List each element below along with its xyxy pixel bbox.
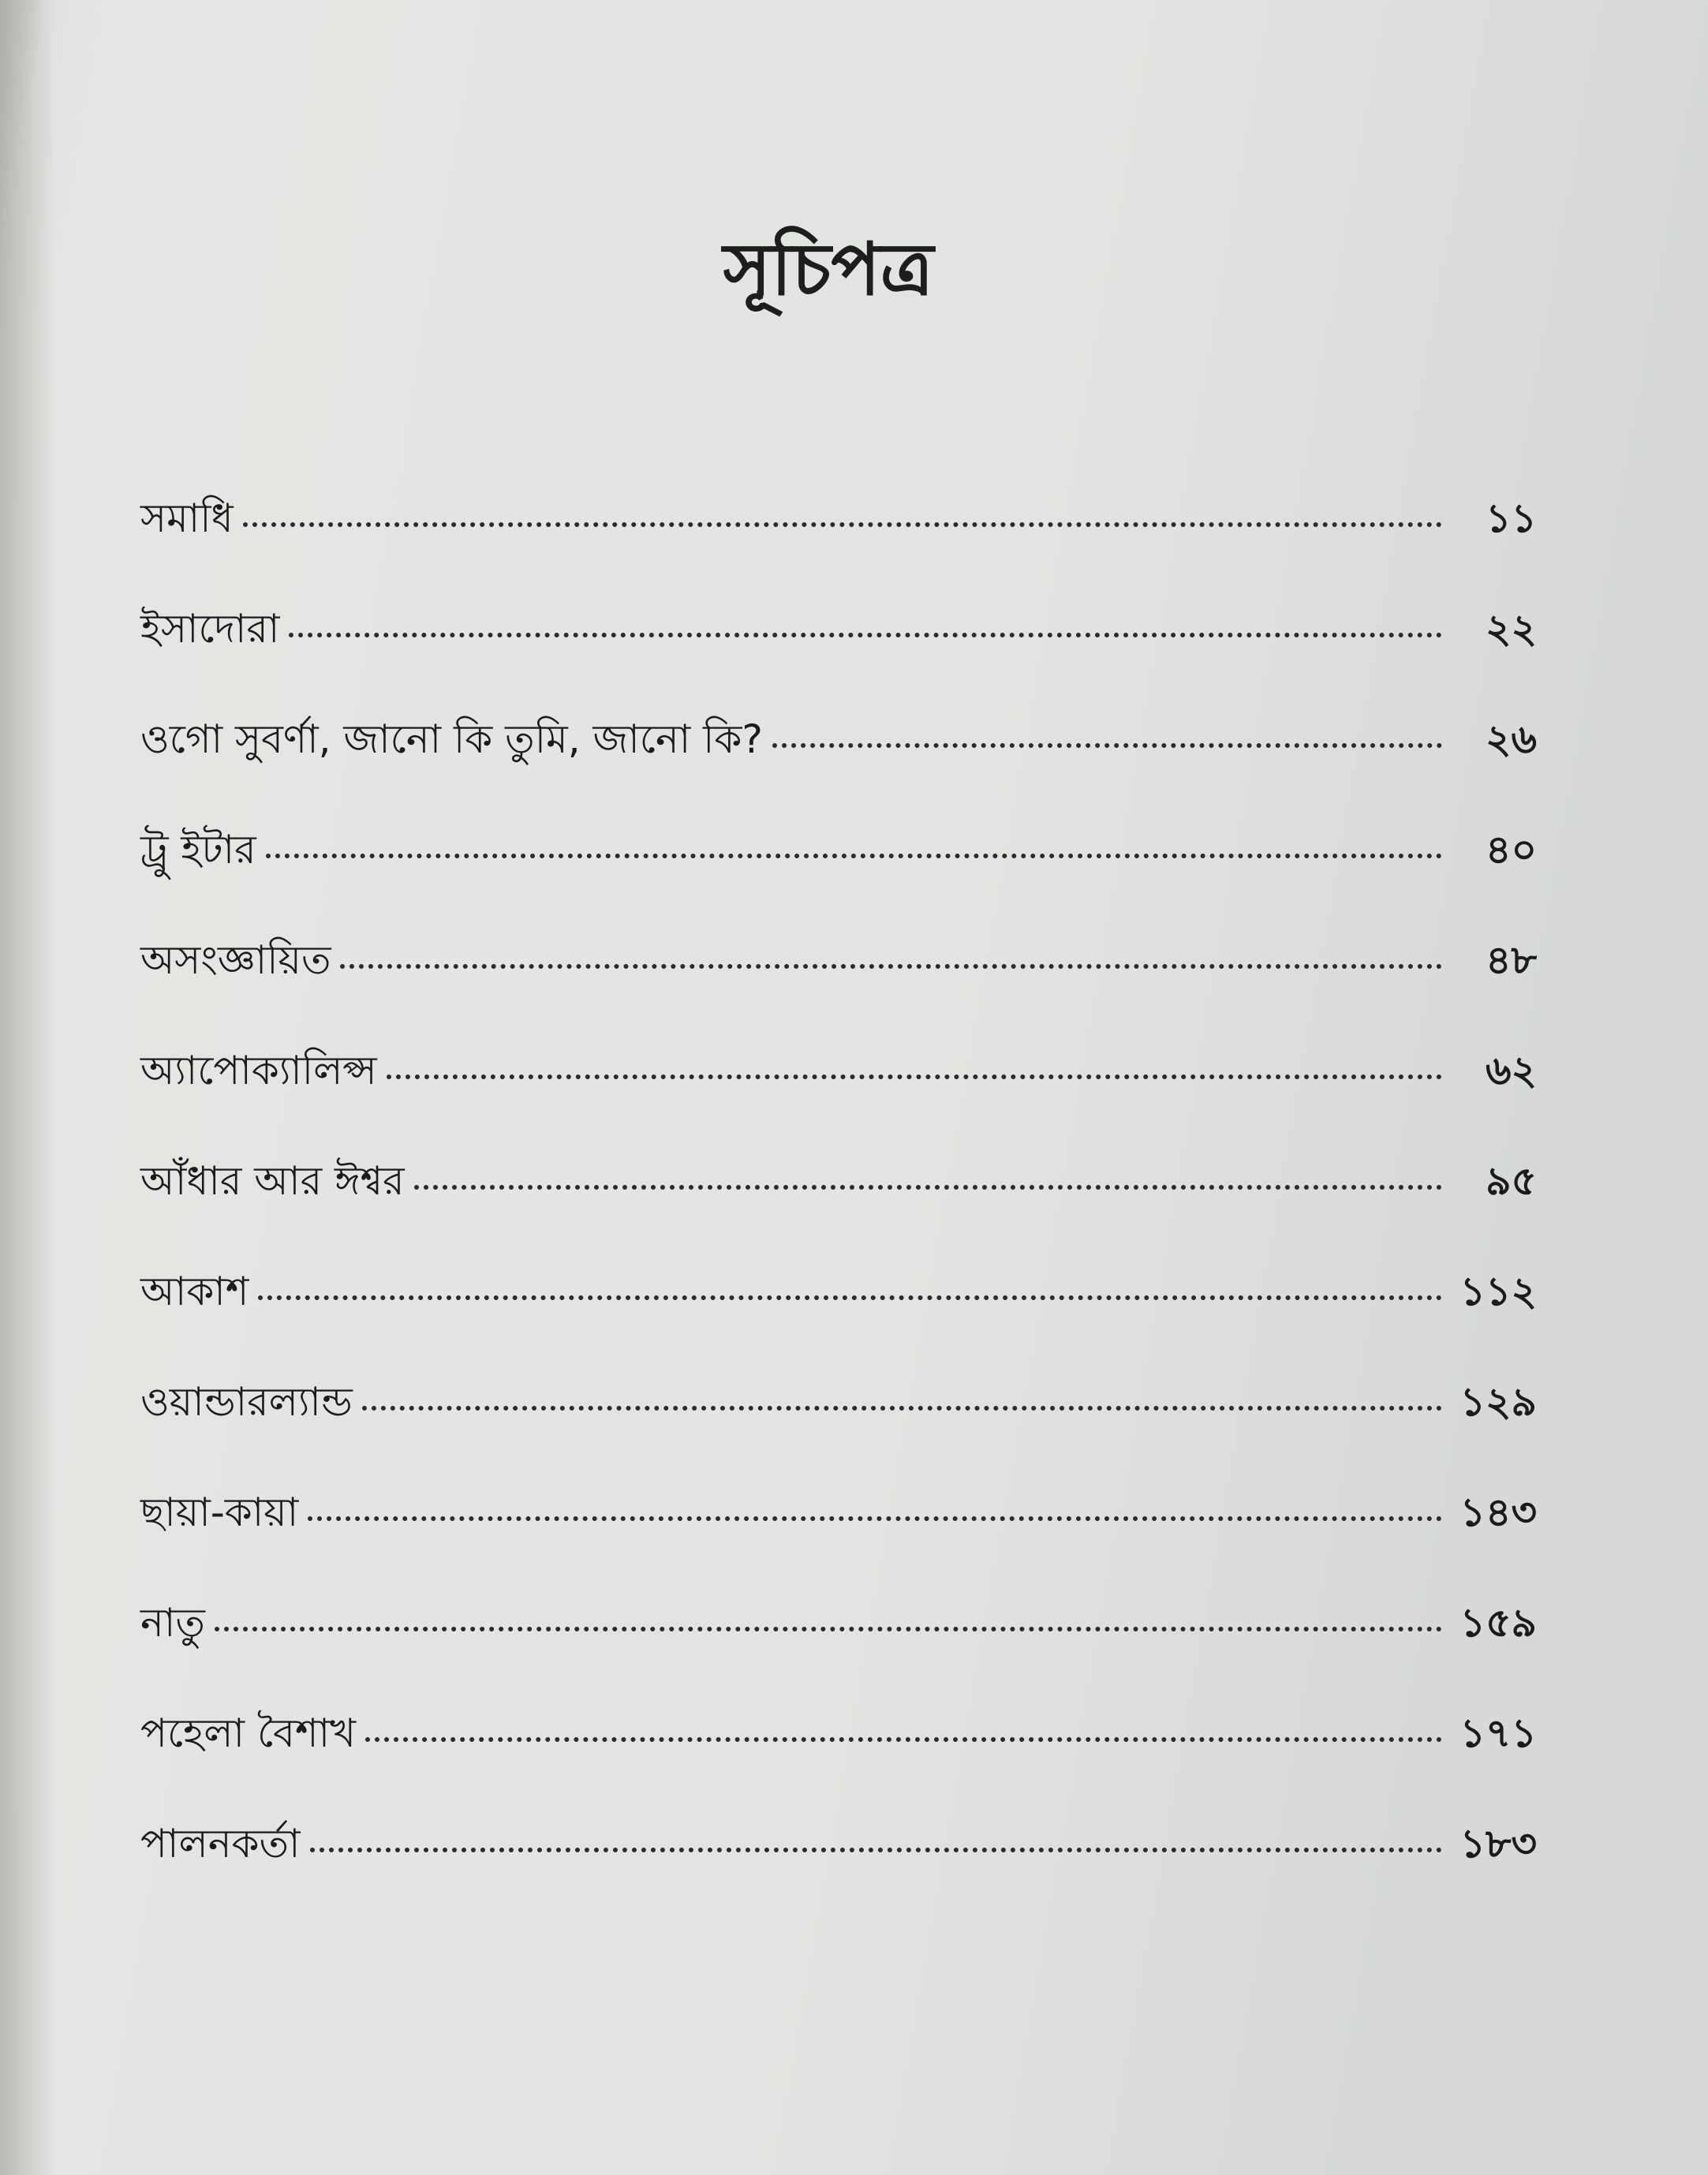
toc-entry-page: ১৮৩ [1459, 1821, 1537, 1867]
toc-entry-page: ১৪৩ [1459, 1489, 1537, 1535]
toc-entry-page: ১১২ [1459, 1269, 1537, 1314]
toc-entry [140, 1704, 1537, 1814]
toc-entry-page: ৪৮ [1486, 937, 1537, 983]
toc-entry [140, 489, 1537, 600]
toc-entry [140, 1594, 1537, 1704]
toc-entry-page: ১৭১ [1459, 1710, 1537, 1756]
toc-entry-title: আঁধার আর ঈশ্বর [140, 1158, 405, 1204]
dot-leader [215, 1627, 1442, 1631]
toc-entry-title: নাতু [140, 1600, 205, 1646]
dot-leader [772, 743, 1442, 748]
dot-leader [289, 633, 1442, 637]
toc-entry-title: পহেলা বৈশাখ [140, 1710, 356, 1756]
toc-entry-page: ১১ [1486, 495, 1537, 541]
toc-entry [140, 710, 1537, 820]
toc-entry-title: অসংজ্ঞায়িত [140, 937, 331, 983]
toc-entry-title: ছায়া-কায়া [140, 1489, 299, 1535]
toc-entry [140, 1373, 1537, 1483]
toc-entry [140, 1483, 1537, 1594]
toc-entry-page: ২২ [1485, 606, 1537, 652]
dot-leader [243, 522, 1442, 527]
toc-entry [140, 1152, 1537, 1262]
toc-entry-title: ওয়ান্ডারল্যান্ড [140, 1379, 353, 1425]
toc-entry [140, 1262, 1537, 1373]
dot-leader [266, 854, 1442, 858]
dot-leader [362, 1406, 1442, 1411]
toc-entry-title: অ্যাপোক্যালিপ্স [140, 1048, 377, 1093]
toc-entry-title: পালনকর্তা [140, 1821, 301, 1867]
dot-leader [310, 1848, 1442, 1852]
toc-entry [140, 1814, 1537, 1925]
toc-entry [140, 600, 1537, 710]
table-of-contents [140, 489, 1537, 1925]
toc-entry-title: ট্রু ইটার [140, 827, 256, 873]
dot-leader [258, 1295, 1442, 1300]
page-title: সূচিপত্র [723, 227, 934, 312]
toc-entry [140, 931, 1537, 1041]
toc-entry-page: ১২৯ [1459, 1379, 1537, 1425]
toc-entry [140, 820, 1537, 931]
dot-leader [414, 1185, 1442, 1190]
toc-entry-title: আকাশ [140, 1269, 249, 1314]
toc-entry-page: ১৫৯ [1459, 1600, 1537, 1646]
toc-entry-title: ওগো সুবর্ণা, জানো কি তুমি, জানো কি? [140, 716, 763, 762]
toc-entry-title: সমাধি [140, 495, 234, 541]
dot-leader [387, 1074, 1442, 1079]
toc-entry-page: ২৬ [1485, 716, 1537, 762]
dot-leader [365, 1737, 1442, 1742]
dot-leader [340, 964, 1442, 969]
toc-entry-page: ৬২ [1485, 1048, 1537, 1093]
toc-entry-page: ৯৫ [1486, 1158, 1537, 1204]
toc-entry-page: ৪০ [1486, 827, 1537, 873]
toc-entry-title: ইসাদোরা [140, 606, 280, 652]
dot-leader [308, 1516, 1442, 1521]
toc-entry [140, 1041, 1537, 1152]
